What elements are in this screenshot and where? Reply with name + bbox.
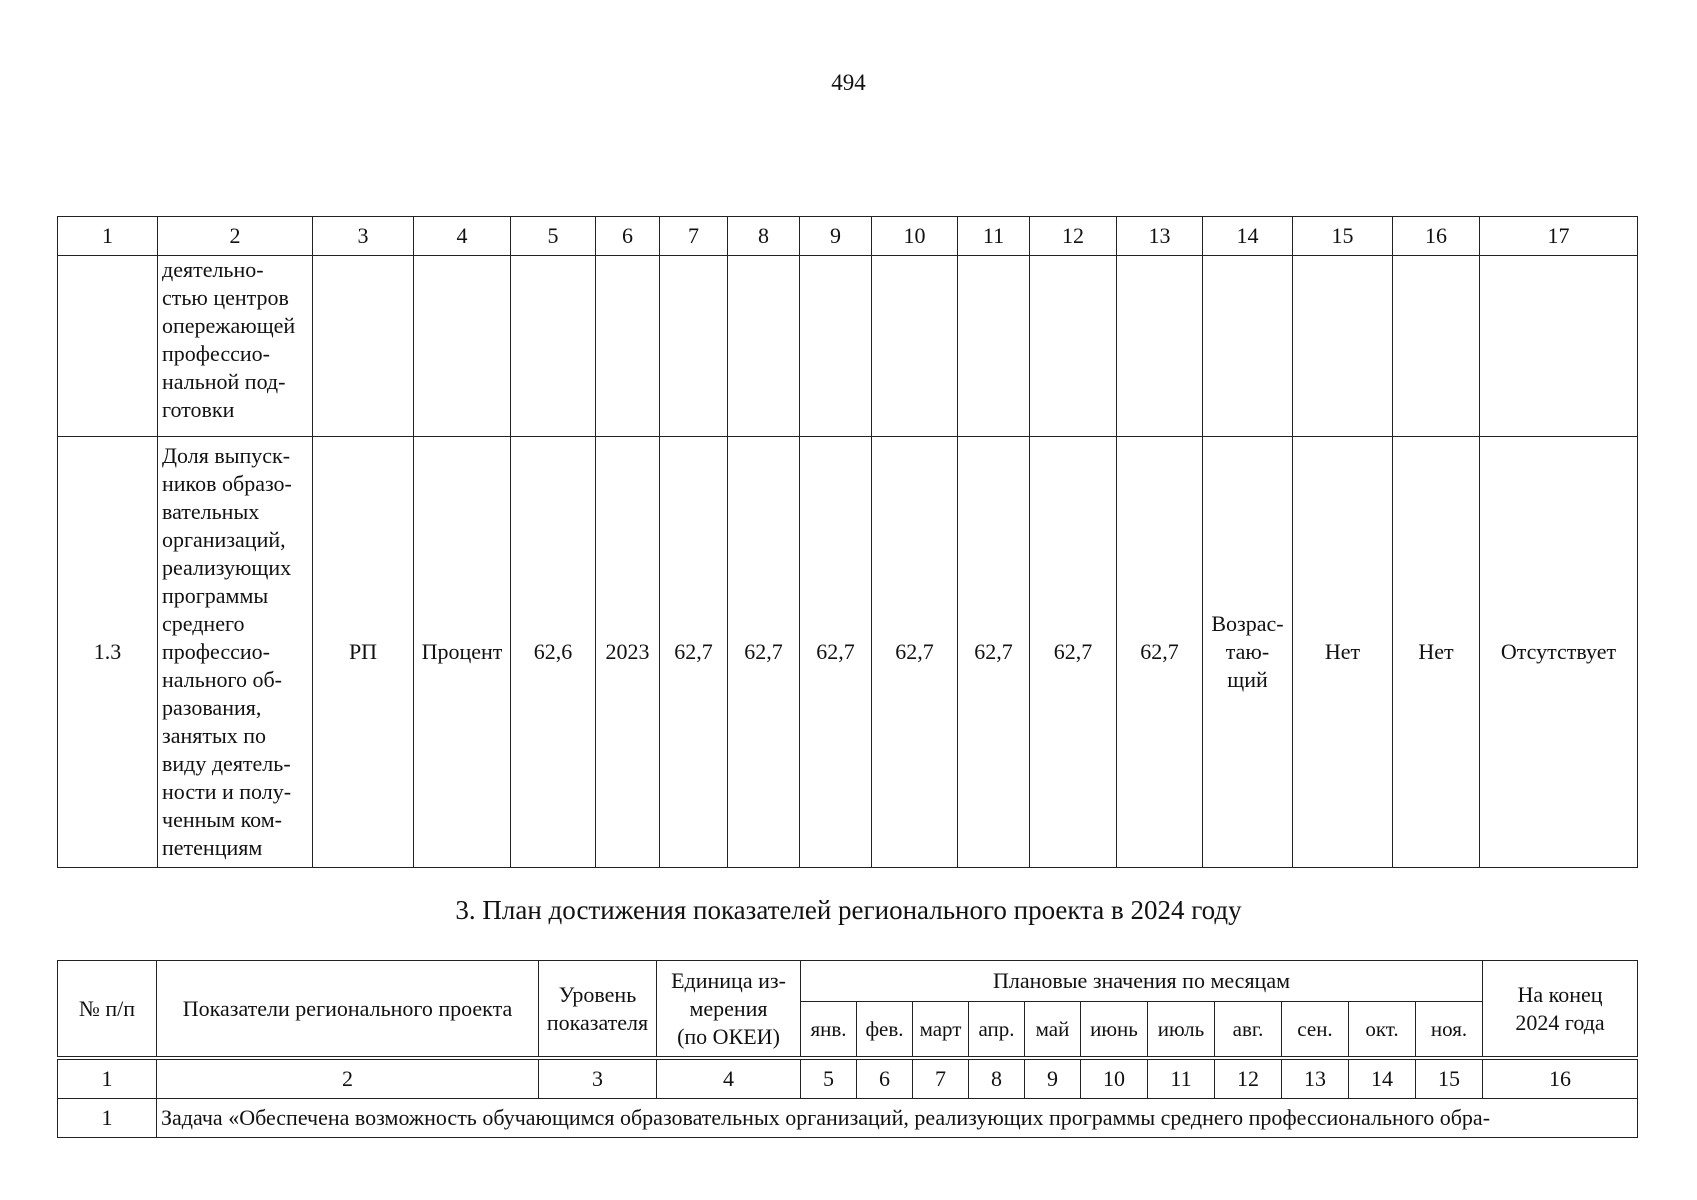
indicator-name-line: организаций, xyxy=(162,527,286,552)
column-number: 17 xyxy=(1480,217,1638,256)
indicator-name-line: стью центров xyxy=(162,285,289,310)
empty-cell xyxy=(1293,256,1393,437)
column-number: 3 xyxy=(539,1058,657,1099)
column-number: 16 xyxy=(1393,217,1480,256)
indicator-name-line: разования, xyxy=(162,695,262,720)
indicator-name-line: опережающей xyxy=(162,313,296,338)
value-cell: 62,7 xyxy=(660,437,728,868)
indicator-name-cell xyxy=(158,437,313,868)
trend-cell xyxy=(1203,437,1293,868)
empty-cell xyxy=(1030,256,1117,437)
empty-cell xyxy=(1203,256,1293,437)
column-number: 12 xyxy=(1215,1058,1282,1099)
month-header: май xyxy=(1025,1002,1081,1059)
empty-cell xyxy=(596,256,660,437)
indicator-name-line: вательных xyxy=(162,499,260,524)
month-header: ноя. xyxy=(1416,1002,1483,1059)
indicator-name-line: деятельно- xyxy=(162,257,264,282)
base-year-cell: 2023 xyxy=(596,437,660,868)
header-level xyxy=(539,961,657,1059)
indicator-name-line: ности и полу- xyxy=(162,779,292,804)
indicator-name-line: ников образо- xyxy=(162,471,292,496)
indicators-table-continued xyxy=(57,216,1638,868)
empty-cell xyxy=(958,256,1030,437)
column-number: 15 xyxy=(1293,217,1393,256)
column-number: 7 xyxy=(913,1058,969,1099)
month-header: июнь xyxy=(1081,1002,1148,1059)
column-number: 9 xyxy=(1025,1058,1081,1099)
indicator-name-line: профессио- xyxy=(162,341,270,366)
row-number-cell: 1.3 xyxy=(58,437,158,868)
value-cell: 62,7 xyxy=(728,437,800,868)
column-number: 3 xyxy=(313,217,414,256)
empty-cell xyxy=(511,256,596,437)
indicator-name-line: виду деятель- xyxy=(162,751,291,776)
header-year-end xyxy=(1483,961,1638,1059)
section-title: 3. План достижения показателей регионального проекта в 2024 году xyxy=(455,895,1242,925)
level-cell: РП xyxy=(313,437,414,868)
column-number: 16 xyxy=(1483,1058,1638,1099)
trend-line: таю- xyxy=(1225,639,1270,664)
indicator-name-line: программы xyxy=(162,583,269,608)
indicator-name-line: нального об- xyxy=(162,667,283,692)
column-number: 2 xyxy=(158,217,313,256)
trend-line: Возрас- xyxy=(1211,611,1284,636)
column-number: 7 xyxy=(660,217,728,256)
column-number: 12 xyxy=(1030,217,1117,256)
month-header: март xyxy=(913,1002,969,1059)
base-value-cell: 62,6 xyxy=(511,437,596,868)
value-cell: 62,7 xyxy=(1030,437,1117,868)
column-number: 2 xyxy=(157,1058,539,1099)
empty-cell xyxy=(1393,256,1480,437)
month-header: июль xyxy=(1148,1002,1215,1059)
month-header: авг. xyxy=(1215,1002,1282,1059)
header-unit xyxy=(657,961,801,1059)
header-level-line: Уровень xyxy=(558,981,637,1007)
indicator-name-line: петенциям xyxy=(162,835,263,860)
column-number: 14 xyxy=(1203,217,1293,256)
column-number: 5 xyxy=(511,217,596,256)
header-monthly: Плановые значения по месяцам xyxy=(801,961,1483,1002)
column-number-row xyxy=(58,217,1638,256)
col16-cell: Нет xyxy=(1393,437,1480,868)
table-row-1-3 xyxy=(58,437,1638,868)
empty-cell xyxy=(728,256,800,437)
table-row-continued xyxy=(58,256,1638,437)
indicator-name-line: Доля выпуск- xyxy=(162,443,291,468)
month-header: апр. xyxy=(969,1002,1025,1059)
empty-cell xyxy=(414,256,511,437)
indicator-name-line: нальной под- xyxy=(162,369,286,394)
trend-line: щий xyxy=(1227,667,1268,692)
column-number: 6 xyxy=(596,217,660,256)
indicator-name-line: реализующих xyxy=(162,555,292,580)
header-year-end-line: На конец xyxy=(1517,981,1603,1007)
indicator-name-line: занятых по xyxy=(162,723,267,748)
column-number: 1 xyxy=(58,217,158,256)
task-text: Задача «Обеспечена возможность обучающимся образовательных организаций, реализующих программы среднего профессионального обра- xyxy=(157,1099,1638,1138)
column-number: 5 xyxy=(801,1058,857,1099)
column-number: 4 xyxy=(657,1058,801,1099)
plan-column-number-row xyxy=(58,1058,1638,1099)
empty-cell xyxy=(800,256,872,437)
column-number: 13 xyxy=(1282,1058,1349,1099)
empty-cell xyxy=(1117,256,1203,437)
header-year-end-line: 2024 года xyxy=(1515,1009,1605,1035)
column-number: 14 xyxy=(1349,1058,1416,1099)
col17-cell: Отсутствует xyxy=(1480,437,1638,868)
column-number: 10 xyxy=(1081,1058,1148,1099)
indicator-name-line: профессио- xyxy=(162,639,270,664)
value-cell: 62,7 xyxy=(958,437,1030,868)
column-number: 13 xyxy=(1117,217,1203,256)
header-unit-line: мерения xyxy=(689,995,768,1021)
column-number: 8 xyxy=(969,1058,1025,1099)
column-number: 11 xyxy=(1148,1058,1215,1099)
column-number: 6 xyxy=(857,1058,913,1099)
plan-table xyxy=(57,960,1638,1138)
header-unit-line: Единица из- xyxy=(671,967,786,993)
value-cell: 62,7 xyxy=(800,437,872,868)
indicator-name-line: среднего xyxy=(162,611,245,636)
month-header: янв. xyxy=(801,1002,857,1059)
plan-header-row xyxy=(58,961,1638,1002)
column-number: 4 xyxy=(414,217,511,256)
empty-cell xyxy=(872,256,958,437)
task-number: 1 xyxy=(58,1099,157,1138)
column-number: 1 xyxy=(58,1058,157,1099)
col15-cell: Нет xyxy=(1293,437,1393,868)
column-number: 8 xyxy=(728,217,800,256)
unit-cell: Процент xyxy=(414,437,511,868)
indicator-name-cell xyxy=(158,256,313,437)
header-unit-line: (по ОКЕИ) xyxy=(677,1023,780,1049)
header-level-line: показателя xyxy=(546,1009,649,1035)
indicator-name-line: готовки xyxy=(162,397,235,422)
value-cell: 62,7 xyxy=(872,437,958,868)
empty-cell xyxy=(660,256,728,437)
row-number-cell xyxy=(58,256,158,437)
value-cell: 62,7 xyxy=(1117,437,1203,868)
month-header: окт. xyxy=(1349,1002,1416,1059)
column-number: 9 xyxy=(800,217,872,256)
indicator-name-line: ченным ком- xyxy=(162,807,282,832)
column-number: 10 xyxy=(872,217,958,256)
page-number: 494 xyxy=(831,70,866,95)
month-header: сен. xyxy=(1282,1002,1349,1059)
column-number: 15 xyxy=(1416,1058,1483,1099)
empty-cell xyxy=(1480,256,1638,437)
empty-cell xyxy=(313,256,414,437)
column-number: 11 xyxy=(958,217,1030,256)
month-header: фев. xyxy=(857,1002,913,1059)
header-num: № п/п xyxy=(58,961,157,1059)
header-indicator: Показатели регионального проекта xyxy=(157,961,539,1059)
task-row xyxy=(58,1099,1638,1138)
